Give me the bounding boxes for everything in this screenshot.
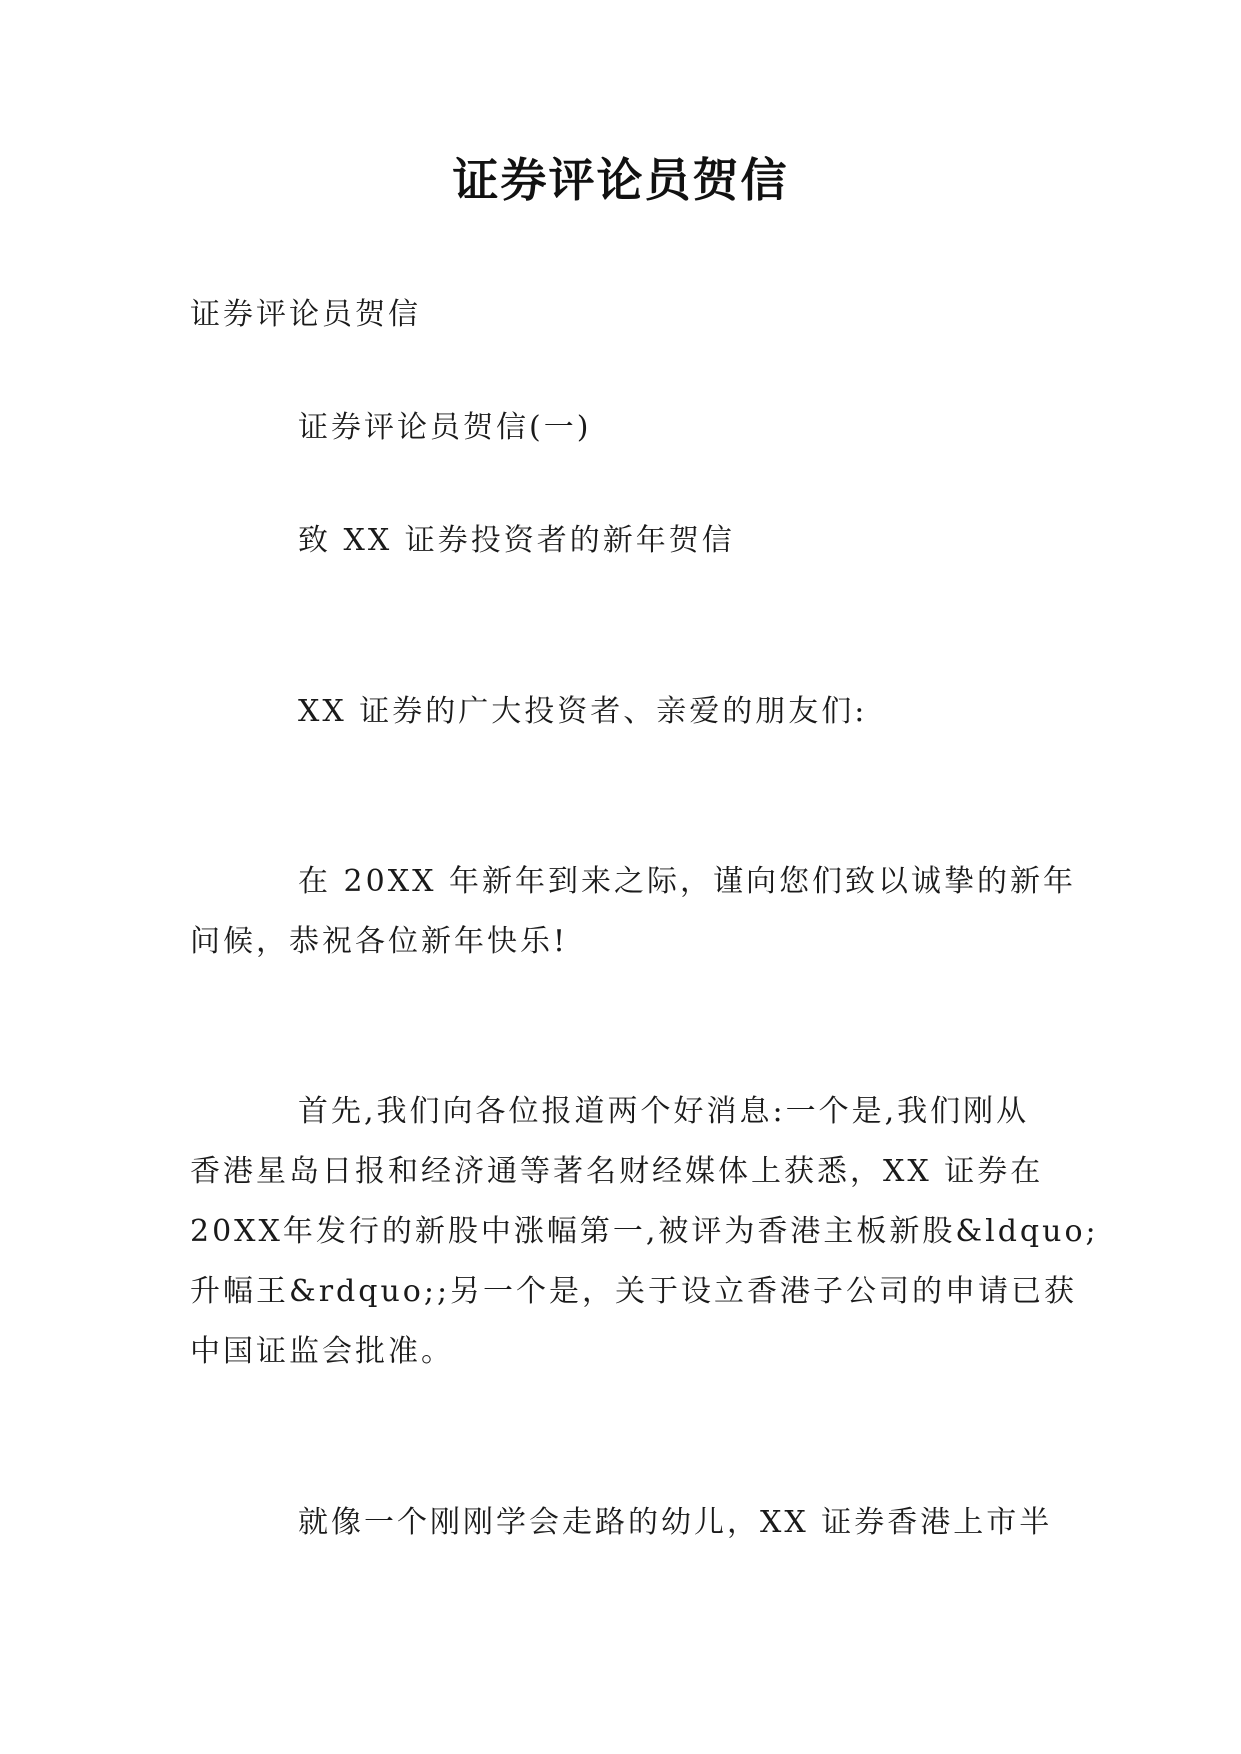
paragraph-line: 在 20XX 年新年到来之际，谨向您们致以诚挚的新年: [298, 864, 1076, 899]
paragraph-line: 就像一个刚刚学会走路的幼儿，XX 证券香港上市半: [298, 1505, 1053, 1540]
paragraph-line: 20XX年发行的新股中涨幅第一,被评为香港主板新股&ldquo;: [190, 1214, 1099, 1249]
subtitle-line: 证券评论员贺信: [190, 297, 421, 332]
paragraph-line: 首先,我们向各位报道两个好消息:一个是,我们刚从: [298, 1094, 1030, 1129]
paragraph-new-year-greeting: [190, 852, 1076, 972]
letter-title: 致 XX 证券投资者的新年贺信: [298, 523, 735, 558]
paragraph-line: 问候，恭祝各位新年快乐!: [190, 924, 569, 959]
paragraph-toddler-analogy: [190, 1493, 1052, 1553]
paragraph-line: 升幅王&rdquo;;另一个是，关于设立香港子公司的申请已获: [190, 1274, 1078, 1309]
paragraph-line: 香港星岛日报和经济通等著名财经媒体上获悉，XX 证券在: [190, 1154, 1044, 1189]
document-title: 证券评论员贺信: [452, 153, 789, 207]
paragraph-good-news: [190, 1082, 1099, 1382]
paragraph-line: 中国证监会批准。: [190, 1334, 454, 1369]
section-heading: 证券评论员贺信(一): [298, 410, 592, 445]
salutation: XX 证券的广大投资者、亲爱的朋友们:: [298, 694, 868, 729]
